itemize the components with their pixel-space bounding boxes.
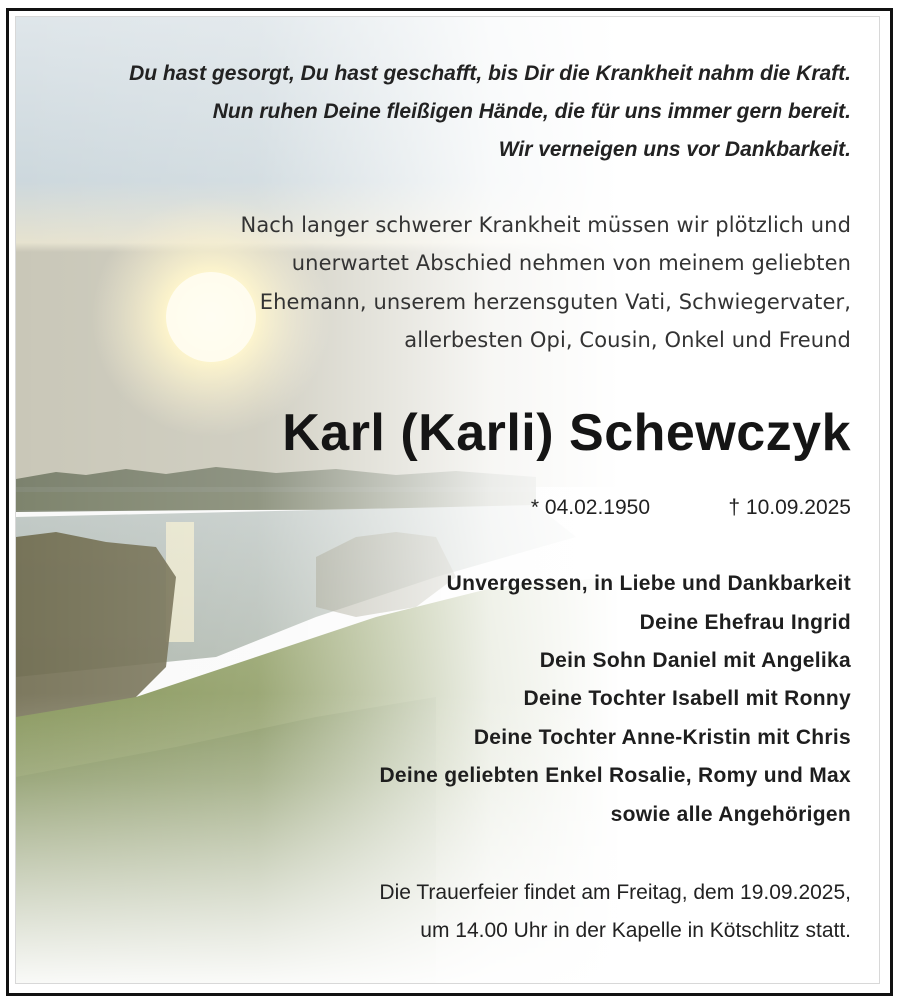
mourner-line: Dein Sohn Daniel mit Angelika (539, 649, 851, 672)
intro-line: Nach langer schwerer Krankheit müssen wir plötzlich und (240, 213, 851, 237)
deceased-name: Karl (Karli) Schewczyk (282, 404, 851, 462)
intro-line: Ehemann, unserem herzensguten Vati, Schwiegervater, (259, 290, 851, 314)
verse-line: Du hast gesorgt, Du hast geschafft, bis Dir die Krankheit nahm die Kraft. (129, 62, 851, 85)
verse-line: Wir verneigen uns vor Dankbarkeit. (498, 138, 851, 161)
obituary-text (16, 17, 879, 983)
mourner-line: Deine Tochter Isabell mit Ronny (523, 687, 851, 710)
funeral-line: Die Trauerfeier findet am Freitag, dem 19.09.2025, (379, 881, 851, 904)
intro-line: unerwartet Abschied nehmen von meinem geliebten (291, 251, 851, 275)
mourner-line: Deine Ehefrau Ingrid (639, 611, 851, 634)
mourner-line: sowie alle Angehörigen (610, 803, 851, 826)
mourner-line: Deine geliebten Enkel Rosalie, Romy und Max (379, 764, 851, 787)
obituary-frame (6, 8, 893, 996)
obituary-card (15, 16, 880, 984)
verse-line: Nun ruhen Deine fleißigen Hände, die für uns immer gern bereit. (212, 100, 851, 123)
funeral-line: um 14.00 Uhr in der Kapelle in Kötschlitz statt. (420, 919, 851, 942)
death-date: † 10.09.2025 (728, 496, 851, 519)
intro-line: allerbesten Opi, Cousin, Onkel und Freund (404, 328, 851, 352)
mourner-line: Unvergessen, in Liebe und Dankbarkeit (446, 572, 851, 595)
mourner-line: Deine Tochter Anne-Kristin mit Chris (473, 726, 851, 749)
birth-date: * 04.02.1950 (530, 496, 650, 519)
